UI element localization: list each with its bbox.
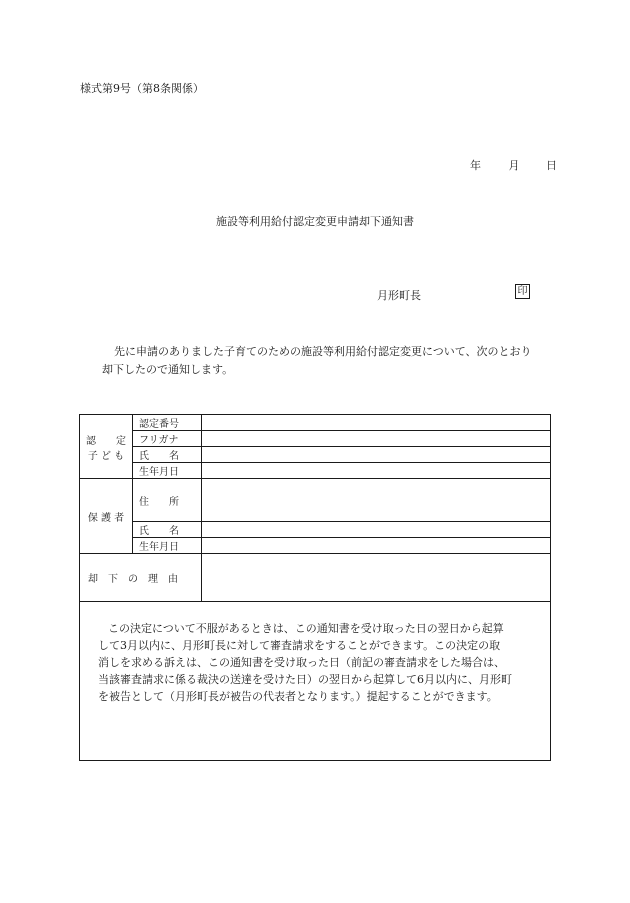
date-line bbox=[470, 157, 557, 173]
label-child-name: 氏 名 bbox=[133, 447, 202, 463]
value-child-furigana bbox=[202, 431, 551, 447]
value-guardian-address bbox=[202, 479, 551, 522]
issuer-name: 月形町長 bbox=[377, 289, 421, 302]
label-guardian-birthdate: 生年月日 bbox=[133, 538, 202, 554]
appeal-note bbox=[98, 620, 543, 705]
appeal-note-line-3: 消しを求める訴えは、この通知書を受け取った日（前記の審査請求をした場合は、 bbox=[98, 656, 505, 669]
value-child-name bbox=[202, 447, 551, 463]
label-certification-number: 認定番号 bbox=[133, 415, 202, 431]
value-rejection-reason bbox=[202, 554, 551, 602]
value-child-birthdate bbox=[202, 463, 551, 479]
child-group-label-line-1: 認 定 bbox=[86, 435, 126, 447]
notice-body-line-2: 却下したので通知します。 bbox=[102, 363, 234, 376]
notice-body-line-1: 先に申請のありました子育てのための施設等利用給付認定変更について、次のとおり bbox=[114, 345, 532, 358]
seal-mark: 印 bbox=[515, 284, 530, 299]
label-guardian-address: 住 所 bbox=[133, 479, 202, 522]
appeal-note-line-2: して3月以内に、月形町長に対して審査請求をすることができます。この決定の取 bbox=[98, 639, 501, 652]
form-number: 様式第9号（第8条関係） bbox=[80, 82, 204, 95]
value-certification-number bbox=[202, 415, 551, 431]
date-day-label: 日 bbox=[546, 159, 557, 172]
child-group-label bbox=[80, 415, 133, 479]
label-rejection-reason: 却 下 の 理 由 bbox=[80, 554, 202, 602]
appeal-note-line-1: この決定について不服があるときは、この通知書を受け取った日の翌日から起算 bbox=[108, 622, 504, 635]
guardian-group-label: 保 護 者 bbox=[80, 479, 133, 554]
child-group-label-line-2: 子 ど も bbox=[87, 450, 125, 462]
value-guardian-birthdate bbox=[202, 538, 551, 554]
appeal-note-cell bbox=[80, 602, 551, 761]
label-child-birthdate: 生年月日 bbox=[133, 463, 202, 479]
appeal-note-line-4: 当該審査請求に係る裁決の送達を受けた日）の翌日から起算して6月以内に、月形町 bbox=[98, 673, 512, 686]
label-guardian-name: 氏 名 bbox=[133, 522, 202, 538]
date-year-label: 年 bbox=[470, 159, 481, 172]
details-table bbox=[79, 414, 551, 761]
date-month-label: 月 bbox=[508, 159, 520, 172]
appeal-note-line-5: を被告として（月形町長が被告の代表者となります。）提起することができます。 bbox=[98, 690, 498, 703]
value-guardian-name bbox=[202, 522, 551, 538]
notice-body bbox=[102, 343, 552, 379]
label-child-furigana: フリガナ bbox=[133, 431, 202, 447]
document-title: 施設等利用給付認定変更申請却下通知書 bbox=[216, 215, 414, 228]
